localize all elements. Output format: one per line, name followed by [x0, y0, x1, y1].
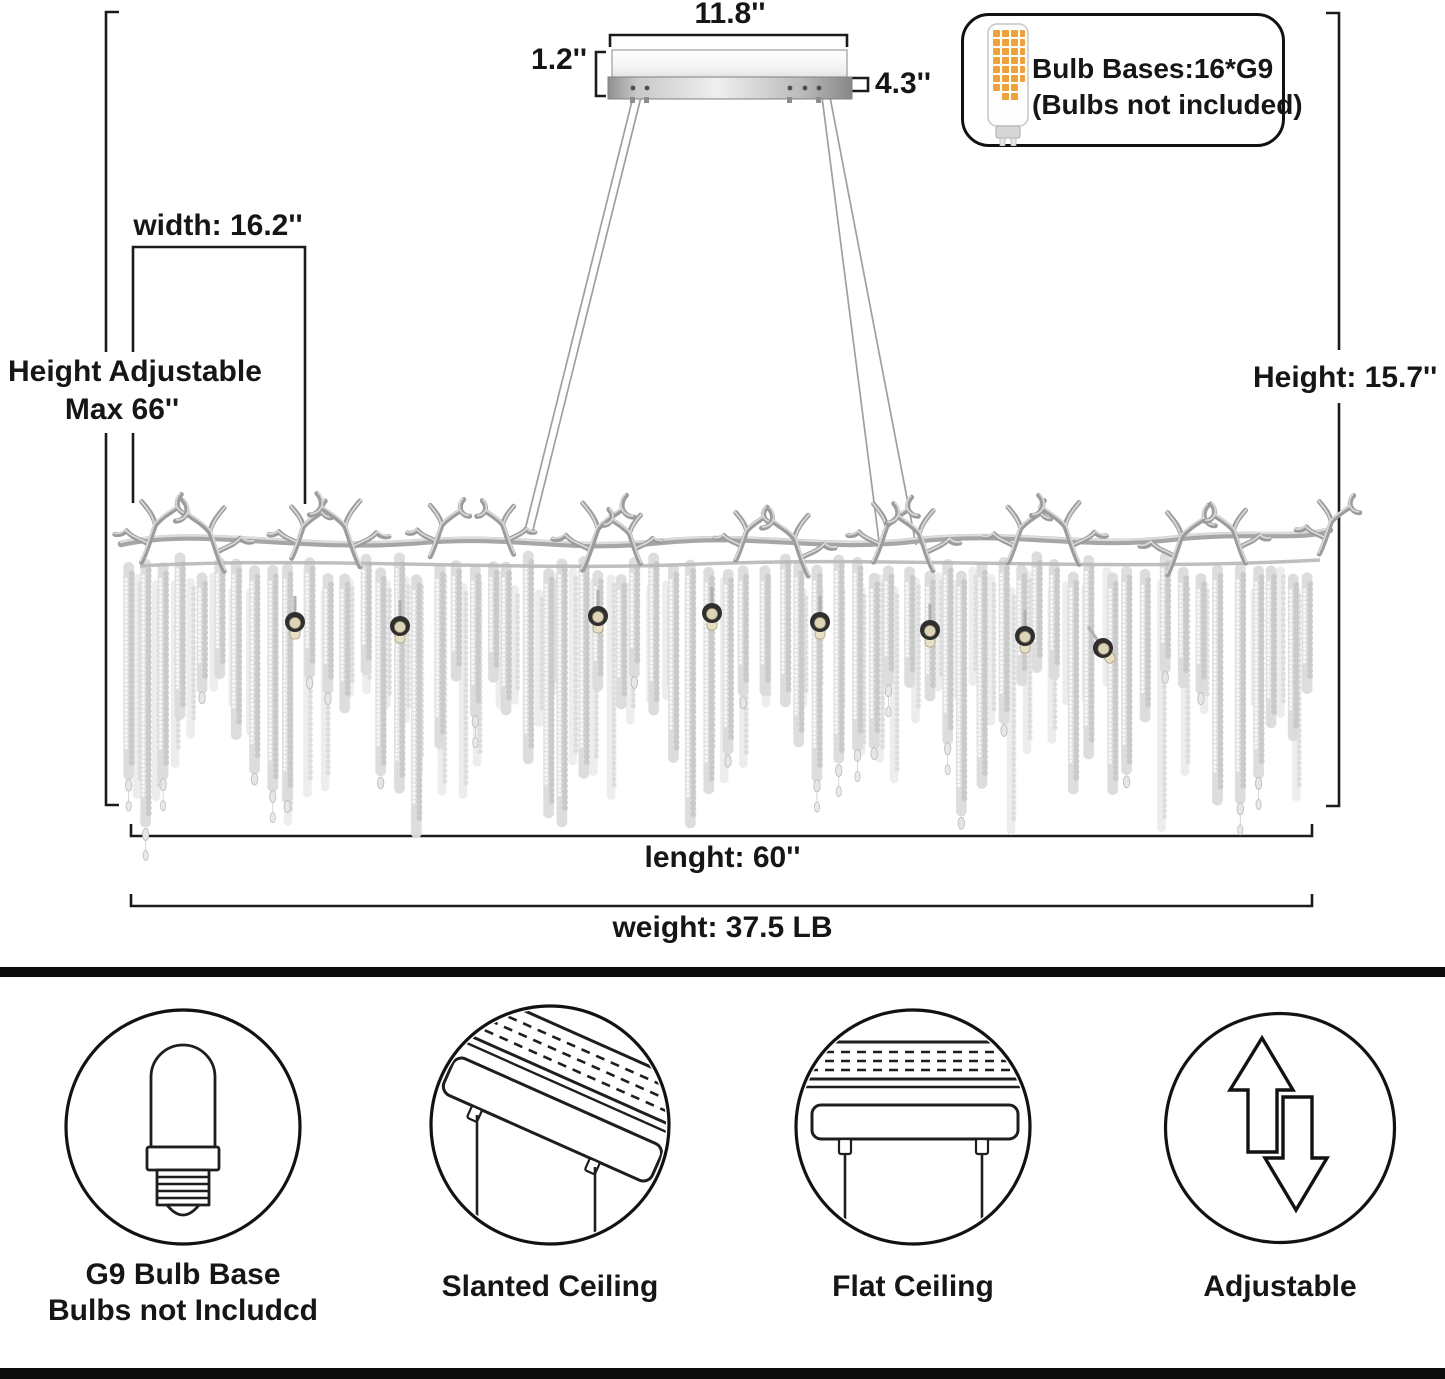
- g9-led-bulb-icon: [978, 22, 1038, 146]
- feature-label-slanted: Slanted Ceiling: [441, 1270, 659, 1303]
- fixture-weight-label: weight: 37.5 LB: [612, 911, 833, 944]
- suspension-cables: [524, 97, 916, 549]
- feature-label-g9-line2: Bulbs not Includcd: [48, 1294, 318, 1327]
- line-fixture-weight: [131, 894, 1312, 906]
- canopy-height-label: 1.2'': [531, 43, 587, 76]
- slanted-ceiling-icon: [428, 1003, 672, 1247]
- height-adjustable-label-line1: Height Adjustable: [8, 355, 262, 388]
- height-adjustable-label-line2: Max 66'': [64, 393, 180, 426]
- feature-label-adjustable: Adjustable: [1203, 1270, 1357, 1303]
- fixture-height-label: Height: 15.7'': [1253, 361, 1438, 394]
- divider-rule: [0, 967, 1445, 977]
- canopy-depth-label: 4.3'': [875, 67, 931, 100]
- bracket-canopy-depth: [852, 78, 868, 91]
- fixture-width-label: width: 16.2'': [133, 209, 303, 242]
- flat-ceiling-icon: [793, 1007, 1033, 1247]
- bracket-canopy-height: [596, 52, 606, 96]
- bulb-note-line2: (Bulbs not included): [1032, 89, 1303, 120]
- bracket-fixture-height: [1326, 13, 1339, 806]
- canopy-length-label: 11.8'': [694, 0, 766, 30]
- ceiling-canopy-plate: [608, 50, 852, 103]
- feature-label-g9-line1: G9 Bulb Base: [85, 1258, 281, 1291]
- crystal-strands-front: [125, 556, 1310, 860]
- line-fixture-length: [131, 824, 1312, 836]
- feature-label-flat: Flat Ceiling: [832, 1270, 994, 1303]
- bulb-note-line1: Bulb Bases:16*G9: [1032, 53, 1274, 84]
- bracket-canopy-length: [610, 35, 847, 47]
- adjustable-arrows-icon: [1162, 1010, 1398, 1246]
- silver-branch-arms: [114, 492, 1360, 576]
- bottom-rule: [0, 1368, 1445, 1379]
- fixture-length-label: lenght: 60'': [644, 841, 801, 874]
- g9-bulb-base-icon: [63, 1007, 303, 1247]
- bulb-note-box: [961, 13, 1303, 147]
